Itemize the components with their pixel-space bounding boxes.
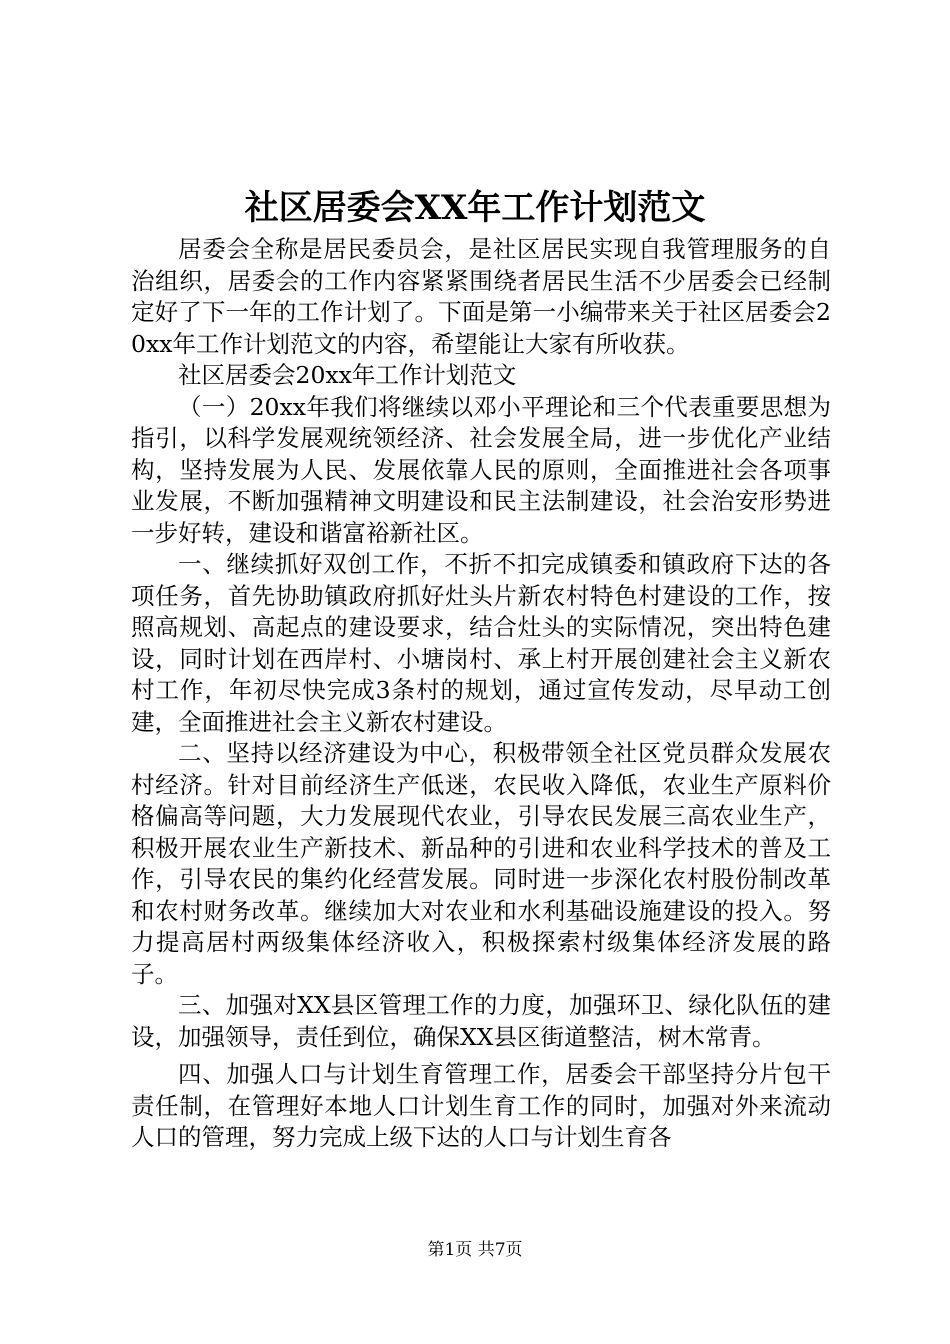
paragraph-item-two: 二、坚持以经济建设为中心，积极带领全社区党员群众发展农村经济。针对目前经济生产低迷，农民收入降低，农业生产原料价格偏高等问题，大力发展现代农业，引导农民发展三高农业生产，积极开展农业生产新技术、新品种的引进和农业科学技术的普及工作，引导农民的集约化经营发展。同时进一步深化农村股份制改革和农村财务改革。继续加大对农业和水利基础设施建设的投入。努力提高居村两级集体经济收入，积极探索村级集体经济发展的路子。 (131, 739, 831, 988)
paragraph-part-one: （一）20xx年我们将继续以邓小平理论和三个代表重要思想为指引，以科学发展观统领经济、社会发展全局，进一步优化产业结构，坚持发展为人民、发展依靠人民的原则，全面推进社会各项事业发展，不断加强精神文明建设和民主法制建设，社会治安形势进一步好转，建设和谐富裕新社区。 (131, 392, 831, 547)
intro-paragraph: 居委会全称是居民委员会，是社区居民实现自我管理服务的自治组织，居委会的工作内容紧紧围绕者居民生活不少居委会已经制定好了下一年的工作计划了。下面是第一小编带来关于社区居委会20xx年工作计划范文的内容，希望能让大家有所收获。 (131, 235, 831, 358)
document-title: 社区居委会XX年工作计划范文 (244, 188, 706, 228)
paragraph-item-three: 三、加强对XX县区管理工作的力度，加强环卫、绿化队伍的建设，加强领导，责任到位，确保XX县区街道整洁，树木常青。 (131, 991, 831, 1051)
page-number-footer: 第1页 共7页 (427, 1240, 523, 1260)
paragraph-item-one: 一、继续抓好双创工作，不折不扣完成镇委和镇政府下达的各项任务，首先协助镇政府抓好灶头片新农村特色村建设的工作，按照高规划、高起点的建设要求，结合灶头的实际情况，突出特色建设，同时计划在西岸村、小塘岗村、承上村开展创建社会主义新农村工作，年初尽快完成3条村的规划，通过宣传发动，尽早动工创建，全面推进社会主义新农村建设。 (131, 550, 831, 736)
paragraph-item-four: 四、加强人口与计划生育管理工作，居委会干部坚持分片包干责任制，在管理好本地人口计划生育工作的同时，加强对外来流动人口的管理，努力完成上级下达的人口与计划生育各 (131, 1060, 831, 1151)
document-body (131, 234, 831, 1154)
section-heading: 社区居委会20xx年工作计划范文 (178, 361, 517, 389)
